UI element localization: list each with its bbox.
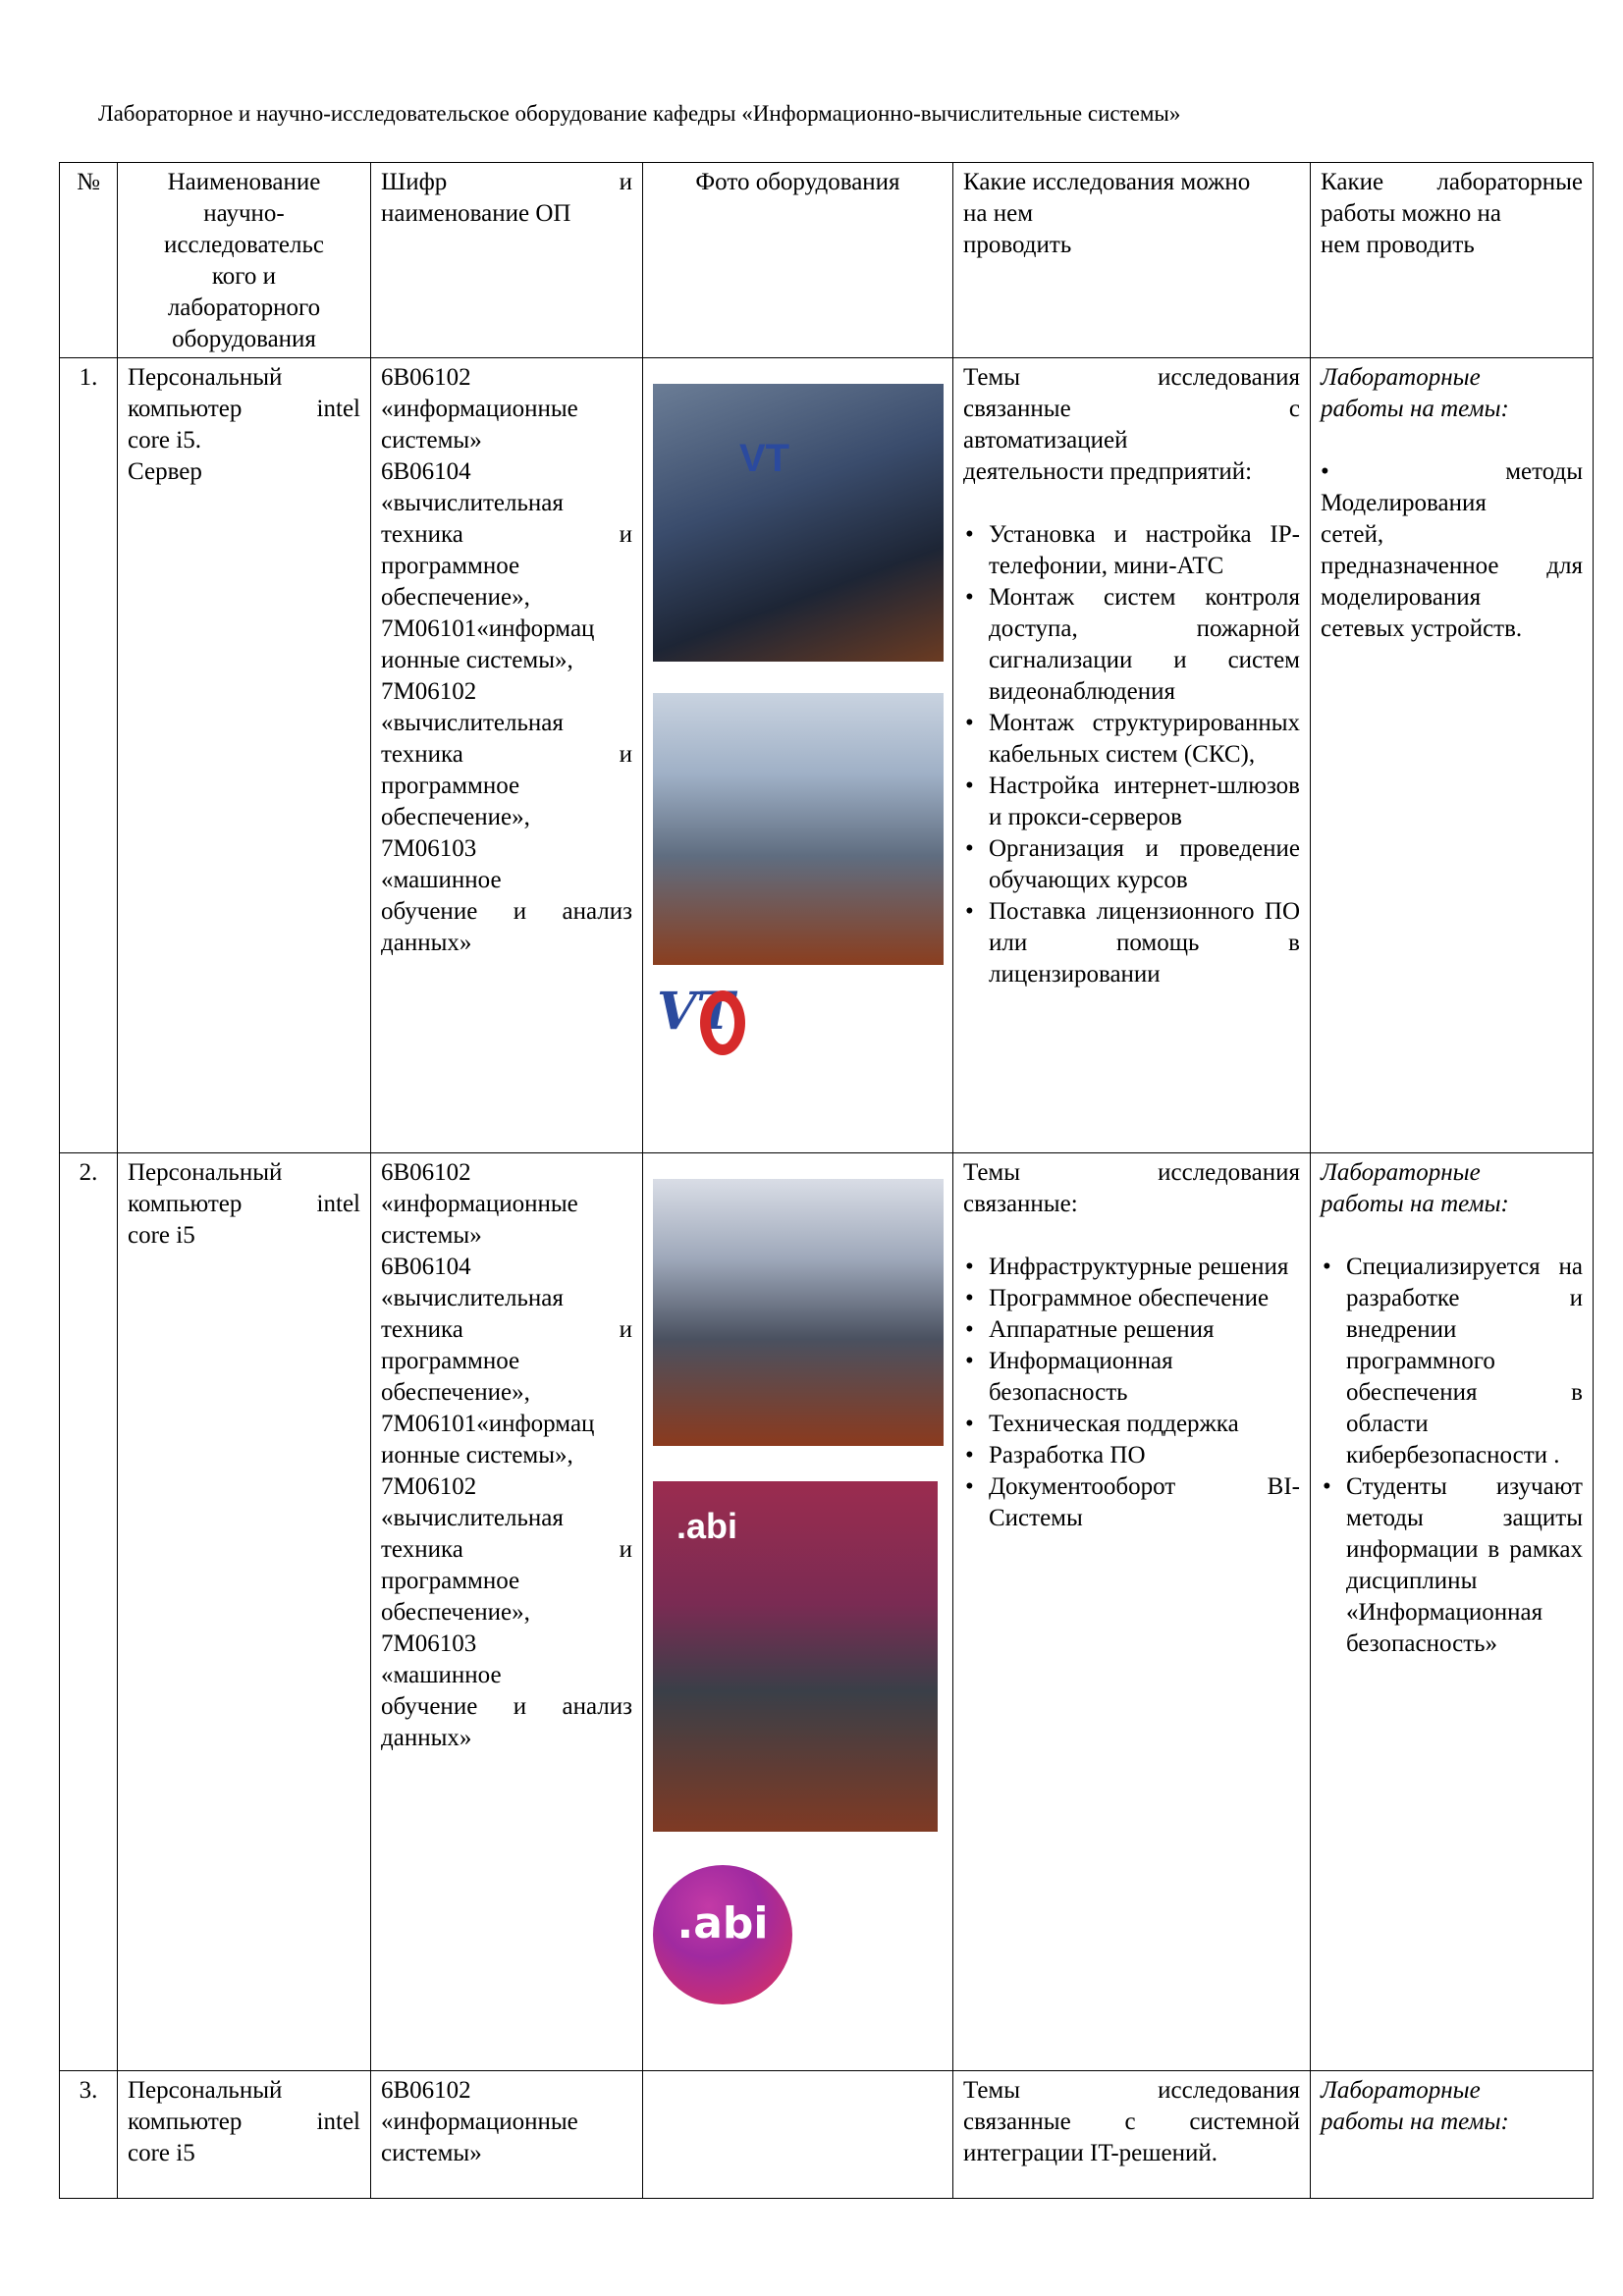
equipment-name-line: Персональный (128, 2077, 283, 2104)
program-line: 7М06102 (381, 678, 477, 705)
research-intro-line: автоматизацией (963, 427, 1128, 454)
labs-text-line: сетей, (1321, 521, 1384, 548)
research-intro-line: интеграции IT-решений. (963, 2140, 1217, 2166)
labs-cell (1311, 1153, 1594, 2071)
abi-logo-text: .abi (676, 1898, 769, 1949)
list-item: • Разработка ПО (989, 1440, 1300, 1471)
list-item: • Информационная безопасность (989, 1346, 1300, 1409)
list-item: • Настройка интернет-шлюзов и прокси-серверов (989, 771, 1300, 833)
list-item: • Специализируется на разработке и внедрении программного обеспечения в области кибербезопасности . (1346, 1252, 1583, 1471)
research-list (963, 1252, 1300, 1534)
header-research (953, 163, 1311, 358)
program-line: обеспечение», (381, 1379, 530, 1406)
equipment-photo (653, 693, 944, 965)
program-line: «вычислительная (381, 1505, 564, 1531)
spacer (963, 1220, 1300, 1252)
program-line: «вычислительная (381, 490, 564, 516)
table-header-row (60, 163, 1594, 358)
research-intro-line: связанные: (963, 1191, 1078, 1217)
program-line: обучение и анализ (381, 898, 632, 925)
program-line: данных» (381, 930, 472, 956)
equipment-name-line: Персональный (128, 364, 283, 391)
header-research-line: на нем (963, 200, 1034, 227)
research-cell (953, 1153, 1311, 2071)
program-line: ионные системы», (381, 1442, 573, 1468)
program-line: программное (381, 1568, 520, 1594)
header-labs-line: Какие лабораторные (1321, 169, 1583, 195)
header-research-line: Какие исследования можно (963, 169, 1251, 195)
program-line: 6В06102 (381, 1159, 471, 1186)
labs-text-line: предназначенное для (1321, 553, 1583, 579)
labs-intro-line: Лабораторные (1321, 2077, 1481, 2104)
program-line: 6В06104 (381, 1254, 471, 1280)
program-line: 7М06103 (381, 835, 477, 862)
header-code-left: Шифр (381, 169, 448, 195)
list-item: • Монтаж структурированных кабельных систем (СКС), (989, 708, 1300, 771)
header-name-line: исследовательс (164, 232, 324, 258)
labs-text-line: • методы (1321, 458, 1583, 485)
row-number: 3. (60, 2071, 118, 2199)
equipment-name-line: Персональный (128, 1159, 283, 1186)
program-line: обучение и анализ (381, 1693, 632, 1720)
list-item: • Поставка лицензионного ПО или помощь в лицензировании (989, 896, 1300, 990)
equipment-name-line: core i5. (128, 427, 201, 454)
program-line: 7М06103 (381, 1630, 477, 1657)
research-intro-line: Темы исследования (963, 364, 1300, 391)
equipment-name-line: компьютер intel (128, 396, 360, 422)
document-title: Лабораторное и научно-исследовательское оборудование кафедры «Информационно-вычислительные системы» (98, 101, 1181, 126)
header-name-line: оборудования (172, 326, 316, 352)
list-item: • Программное обеспечение (989, 1283, 1300, 1314)
equipment-photo (653, 384, 944, 662)
vt-logo-icon (653, 982, 763, 1067)
program-line: системы» (381, 1222, 482, 1249)
list-item: • Техническая поддержка (989, 1409, 1300, 1440)
header-research-line: проводить (963, 232, 1072, 258)
header-program-code (371, 163, 643, 358)
equipment-name-line: компьютер intel (128, 1191, 360, 1217)
list-item: • Аппаратные решения (989, 1314, 1300, 1346)
equipment-name-cell (118, 358, 371, 1153)
research-intro-line: деятельности предприятий: (963, 458, 1253, 485)
program-line: «машинное (381, 867, 502, 893)
program-cell (371, 358, 643, 1153)
header-name-line: Наименование (167, 169, 321, 195)
equipment-name-line: core i5 (128, 1222, 195, 1249)
program-line: системы» (381, 427, 482, 454)
table-row (60, 2071, 1594, 2199)
header-labs-line: работы можно на (1321, 200, 1502, 227)
program-cell (371, 2071, 643, 2199)
program-line: «информационные (381, 2109, 578, 2135)
list-item: • Студенты изучают методы защиты информации в рамках дисциплины «Информационная безопасность» (1346, 1471, 1583, 1660)
equipment-photo (653, 1481, 938, 1832)
header-labs (1311, 163, 1594, 358)
header-code-right: и (619, 169, 632, 195)
program-line: 7М06101«информац (381, 1411, 595, 1437)
program-line: техника и (381, 741, 632, 768)
list-item: • Установка и настройка IP-телефонии, мини-АТС (989, 519, 1300, 582)
labs-text-line: моделирования (1321, 584, 1482, 611)
labs-cell (1311, 2071, 1594, 2199)
research-cell (953, 2071, 1311, 2199)
labs-cell (1311, 358, 1594, 1153)
list-item: • Документооборот BI-Системы (989, 1471, 1300, 1534)
equipment-name-line: Сервер (128, 458, 202, 485)
row-number: 2. (60, 1153, 118, 2071)
photo-cell (643, 1153, 953, 2071)
program-line: «информационные (381, 396, 578, 422)
spacer (963, 488, 1300, 519)
header-equipment-name (118, 163, 371, 358)
header-code-line2: наименование ОП (381, 200, 571, 227)
program-line: системы» (381, 2140, 482, 2166)
program-line: обеспечение», (381, 1599, 530, 1626)
vt-logo-ring (700, 990, 745, 1055)
program-line: программное (381, 553, 520, 579)
row-number: 1. (60, 358, 118, 1153)
photo-cell (643, 2071, 953, 2199)
program-line: программное (381, 1348, 520, 1374)
equipment-table (59, 162, 1594, 2199)
equipment-name-cell (118, 2071, 371, 2199)
spacer (1321, 425, 1583, 456)
research-intro-line: связанные с (963, 396, 1300, 422)
photo-logo-mark: VT (739, 437, 790, 480)
program-line: ионные системы», (381, 647, 573, 673)
header-photo: Фото оборудования (643, 163, 953, 358)
list-item: • Монтаж систем контроля доступа, пожарной сигнализации и систем видеонаблюдения (989, 582, 1300, 708)
list-item: • Инфраструктурные решения (989, 1252, 1300, 1283)
header-code-line (381, 167, 632, 198)
program-line: программное (381, 773, 520, 799)
table-row (60, 358, 1594, 1153)
program-line: «вычислительная (381, 1285, 564, 1311)
research-intro-line: Темы исследования (963, 2077, 1300, 2104)
research-cell (953, 358, 1311, 1153)
photo-cell (643, 358, 953, 1153)
program-line: 6В06102 (381, 364, 471, 391)
labs-intro-line: работы на темы: (1321, 396, 1509, 422)
program-line: обеспечение», (381, 804, 530, 830)
photo-abi-mark: .abi (676, 1506, 738, 1546)
equipment-name-cell (118, 1153, 371, 2071)
program-line: техника и (381, 521, 632, 548)
program-line: 6В06104 (381, 458, 471, 485)
equipment-name-line: core i5 (128, 2140, 195, 2166)
program-line: «информационные (381, 1191, 578, 1217)
equipment-name-line: компьютер intel (128, 2109, 360, 2135)
program-line: 7М06102 (381, 1473, 477, 1500)
labs-list (1321, 1252, 1583, 1660)
program-line: «вычислительная (381, 710, 564, 736)
labs-intro-line: Лабораторные (1321, 364, 1481, 391)
research-list (963, 519, 1300, 990)
labs-intro-line: работы на темы: (1321, 1191, 1509, 1217)
labs-text-line: сетевых устройств. (1321, 615, 1523, 642)
program-line: «машинное (381, 1662, 502, 1688)
vt-logo-v: VT (657, 982, 735, 1041)
program-line: 7М06101«информац (381, 615, 595, 642)
header-name-line: кого и (211, 263, 277, 290)
abi-logo-icon (653, 1865, 792, 2004)
equipment-photo (653, 1179, 944, 1446)
program-cell (371, 1153, 643, 2071)
labs-intro-line: работы на темы: (1321, 2109, 1509, 2135)
labs-intro-line: Лабораторные (1321, 1159, 1481, 1186)
header-name-line: лабораторного (167, 294, 321, 321)
labs-text-line: Моделирования (1321, 490, 1487, 516)
program-line: обеспечение», (381, 584, 530, 611)
header-name-line: научно- (203, 200, 285, 227)
program-line: данных» (381, 1725, 472, 1751)
program-line: техника и (381, 1316, 632, 1343)
program-line: 6В06102 (381, 2077, 471, 2104)
research-intro-line: связанные с системной (963, 2109, 1300, 2135)
table-row (60, 1153, 1594, 2071)
list-item: • Организация и проведение обучающих курсов (989, 833, 1300, 896)
header-labs-line: нем проводить (1321, 232, 1475, 258)
spacer (1321, 1220, 1583, 1252)
header-number: № (60, 163, 118, 358)
research-intro-line: Темы исследования (963, 1159, 1300, 1186)
program-line: техника и (381, 1536, 632, 1563)
